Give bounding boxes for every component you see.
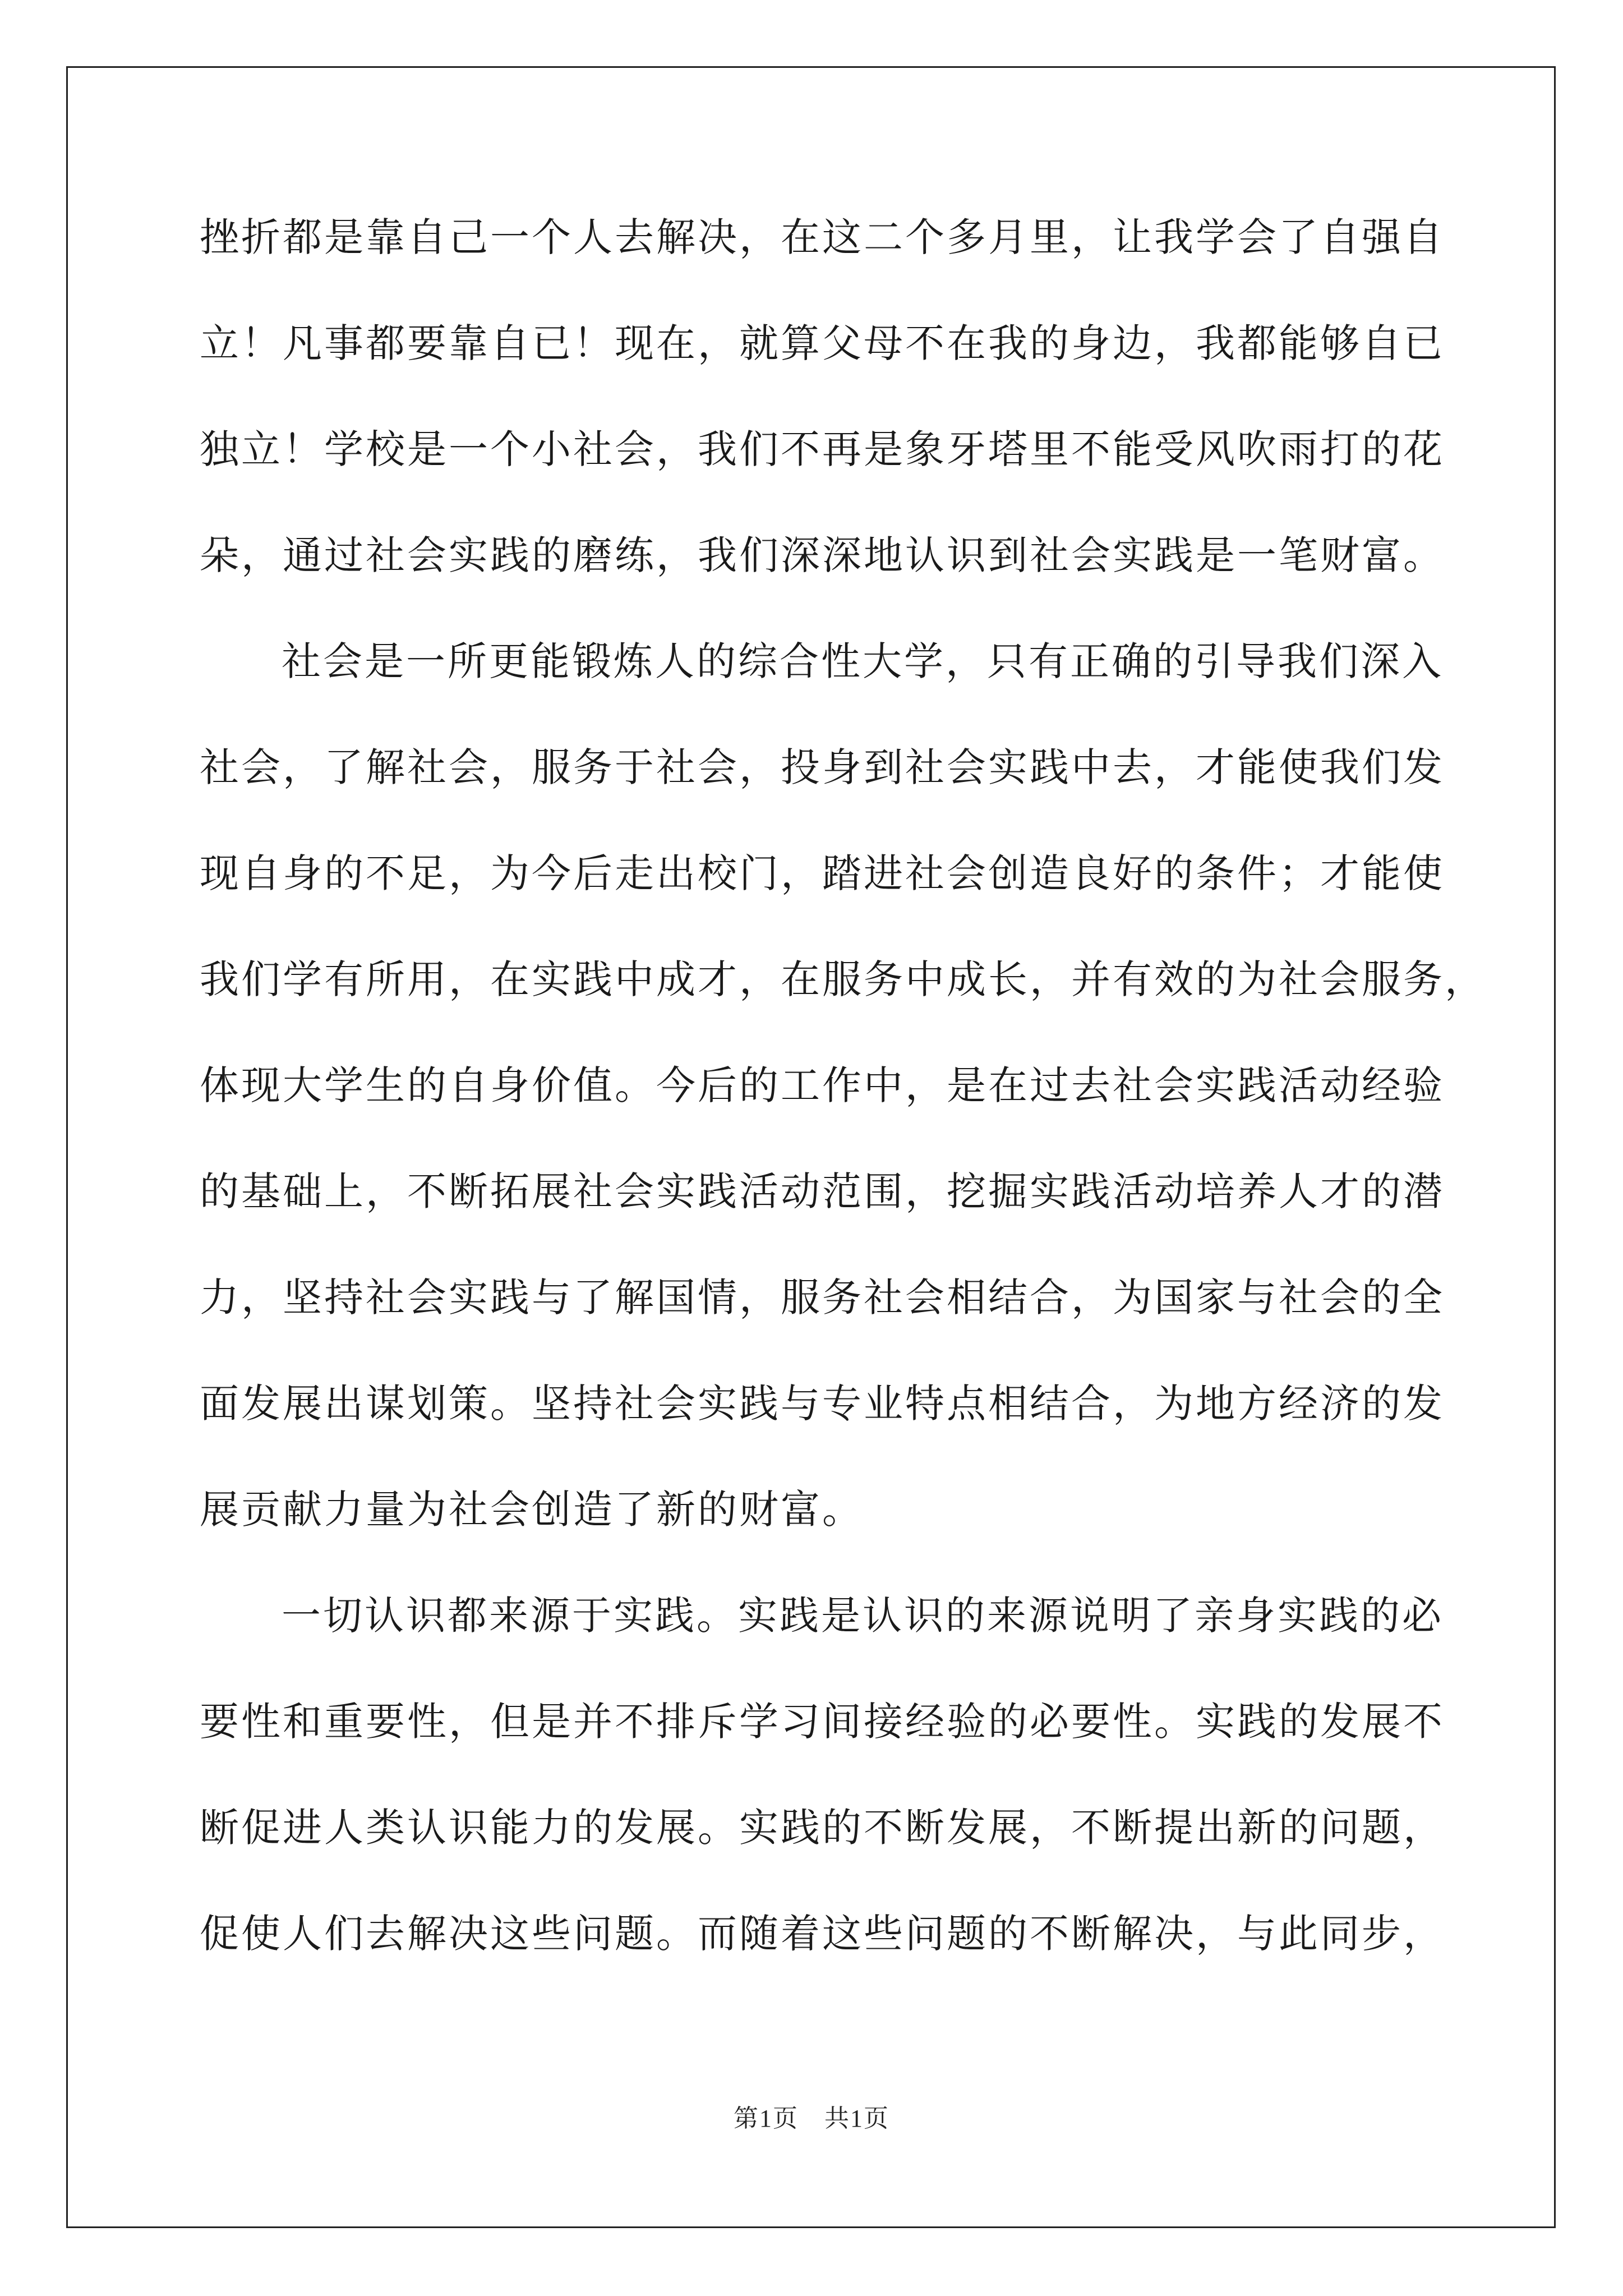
text-line: 面发展出谋划策。坚持社会实践与专业特点相结合，为地方经济的发 (200, 1381, 1445, 1427)
text-line: 力，坚持社会实践与了解国情，服务社会相结合，为国家与社会的全 (200, 1274, 1445, 1320)
text-line: 的基础上，不断拓展社会实践活动范围，挖掘实践活动培养人才的潜 (200, 1168, 1445, 1214)
text-line: 社会，了解社会，服务于社会，投身到社会实践中去，才能使我们发 (200, 744, 1445, 790)
text-line: 展贡献力量为社会创造了新的财富。 (200, 1487, 864, 1533)
text-line: 独立！学校是一个小社会，我们不再是象牙塔里不能受风吹雨打的花 (200, 426, 1445, 472)
text-line: 立！凡事都要靠自已！现在，就算父母不在我的身边，我都能够自已 (200, 320, 1445, 366)
text-line: 现自身的不足，为今后走出校门，踏进社会创造良好的条件；才能使 (200, 850, 1445, 896)
text-line: 社会是一所更能锻炼人的综合性大学，只有正确的引导我们深入 (282, 638, 1444, 684)
text-line: 挫折都是靠自己一个人去解决，在这二个多月里，让我学会了自强自 (200, 214, 1445, 260)
text-line: 一切认识都来源于实践。实践是认识的来源说明了亲身实践的必 (282, 1593, 1444, 1639)
page-number-footer: 第1页 共1页 (734, 2105, 889, 2132)
text-line: 促使人们去解决这些问题。而随着这些问题的不断解决，与此同步， (200, 1911, 1445, 1957)
text-line: 朵，通过社会实践的磨练，我们深深地认识到社会实践是一笔财富。 (200, 532, 1445, 578)
text-line: 我们学有所用，在实践中成才，在服务中成长，并有效的为社会服务， (200, 956, 1486, 1002)
text-line: 断促进人类认识能力的发展。实践的不断发展，不断提出新的问题， (200, 1805, 1445, 1851)
text-line: 要性和重要性，但是并不排斥学习间接经验的必要性。实践的发展不 (200, 1699, 1445, 1745)
text-line: 体现大学生的自身价值。今后的工作中，是在过去社会实践活动经验 (200, 1062, 1445, 1108)
document-body (200, 204, 1486, 2006)
